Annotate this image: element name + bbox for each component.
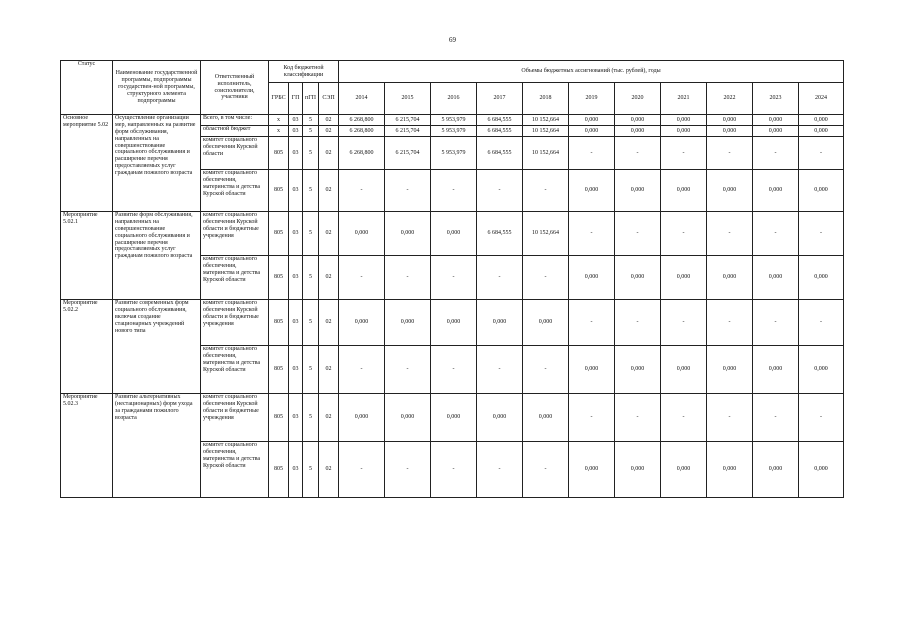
code-cell: 03	[289, 394, 303, 442]
header-code-group: Код бюджетной классификации	[269, 61, 339, 83]
value-cell-2015: 6 215,704	[385, 126, 431, 137]
header-year-2018: 2018	[523, 83, 569, 115]
value-cell-2015: -	[385, 170, 431, 212]
value-cell-2020: -	[615, 137, 661, 170]
value-cell-2015: 0,000	[385, 300, 431, 346]
value-cell-2020: 0,000	[615, 346, 661, 394]
budget-table	[60, 60, 844, 498]
value-cell-2018: 10 152,664	[523, 212, 569, 256]
value-cell-2018: 10 152,664	[523, 126, 569, 137]
responsible-cell: комитет социального обеспечения Курской области и бюджетные учреждения	[201, 300, 269, 346]
header-year-2016: 2016	[431, 83, 477, 115]
value-cell-2022: 0,000	[707, 115, 753, 126]
value-cell-2019: -	[569, 394, 615, 442]
header-year-2014: 2014	[339, 83, 385, 115]
value-cell-2022: 0,000	[707, 170, 753, 212]
value-cell-2023: 0,000	[753, 170, 799, 212]
value-cell-2019: 0,000	[569, 126, 615, 137]
header-year-2024: 2024	[799, 83, 844, 115]
responsible-cell: комитет социального обеспечения Курской области и бюджетные учреждения	[201, 212, 269, 256]
value-cell-2017: -	[477, 346, 523, 394]
value-cell-2016: 0,000	[431, 300, 477, 346]
value-cell-2014: 0,000	[339, 212, 385, 256]
value-cell-2021: -	[661, 212, 707, 256]
responsible-cell: комитет социального обеспечения, материнства и детства Курской области	[201, 170, 269, 212]
code-cell: 03	[289, 300, 303, 346]
status-cell: Мероприятие 5.02.1	[61, 212, 113, 300]
code-cell: 02	[319, 256, 339, 300]
header-year-2020: 2020	[615, 83, 661, 115]
status-cell: Основное мероприятие 5.02	[61, 115, 113, 212]
table-row	[61, 115, 844, 126]
code-cell: 5	[303, 115, 319, 126]
value-cell-2018: -	[523, 256, 569, 300]
value-cell-2017: -	[477, 442, 523, 498]
value-cell-2022: -	[707, 137, 753, 170]
value-cell-2014: -	[339, 442, 385, 498]
value-cell-2022: -	[707, 212, 753, 256]
header-year-2019: 2019	[569, 83, 615, 115]
code-cell: 805	[269, 346, 289, 394]
value-cell-2014: 0,000	[339, 394, 385, 442]
value-cell-2018: -	[523, 346, 569, 394]
value-cell-2019: 0,000	[569, 442, 615, 498]
header-code-3: СЭП	[319, 83, 339, 115]
value-cell-2024: 0,000	[799, 170, 844, 212]
value-cell-2015: -	[385, 346, 431, 394]
code-cell: 5	[303, 137, 319, 170]
code-cell: 03	[289, 442, 303, 498]
value-cell-2018: -	[523, 442, 569, 498]
header-code-2: пГП	[303, 83, 319, 115]
value-cell-2021: 0,000	[661, 256, 707, 300]
value-cell-2017: 6 684,555	[477, 137, 523, 170]
code-cell: 5	[303, 394, 319, 442]
value-cell-2014: -	[339, 256, 385, 300]
value-cell-2024: -	[799, 212, 844, 256]
value-cell-2024: -	[799, 137, 844, 170]
value-cell-2015: 0,000	[385, 212, 431, 256]
value-cell-2022: -	[707, 394, 753, 442]
code-cell: 5	[303, 126, 319, 137]
element-name-cell: Развитие форм обслуживания, направленных на совершенствование социального обслуживания и расширение перечня предоставляемых услуг гражданам пожилого возраста	[113, 212, 201, 300]
value-cell-2024: 0,000	[799, 115, 844, 126]
code-cell: 02	[319, 300, 339, 346]
header-volume-group: Объемы бюджетных ассигнований (тыс. рублей), годы	[339, 61, 844, 83]
value-cell-2014: -	[339, 346, 385, 394]
value-cell-2021: 0,000	[661, 442, 707, 498]
code-cell: 805	[269, 442, 289, 498]
header-code-0: ГРБС	[269, 83, 289, 115]
value-cell-2021: 0,000	[661, 115, 707, 126]
code-cell: х	[269, 115, 289, 126]
code-cell: 805	[269, 394, 289, 442]
code-cell: 5	[303, 442, 319, 498]
value-cell-2017: -	[477, 256, 523, 300]
value-cell-2024: 0,000	[799, 126, 844, 137]
header-code-1: ГП	[289, 83, 303, 115]
value-cell-2016: 0,000	[431, 212, 477, 256]
code-cell: 5	[303, 170, 319, 212]
code-cell: 805	[269, 300, 289, 346]
value-cell-2023: 0,000	[753, 115, 799, 126]
header-year-2021: 2021	[661, 83, 707, 115]
value-cell-2022: 0,000	[707, 442, 753, 498]
value-cell-2023: 0,000	[753, 126, 799, 137]
value-cell-2017: -	[477, 170, 523, 212]
value-cell-2023: 0,000	[753, 256, 799, 300]
value-cell-2018: -	[523, 170, 569, 212]
code-cell: х	[269, 126, 289, 137]
value-cell-2014: 6 268,800	[339, 126, 385, 137]
value-cell-2020: 0,000	[615, 126, 661, 137]
value-cell-2017: 6 684,555	[477, 212, 523, 256]
code-cell: 03	[289, 212, 303, 256]
value-cell-2016: 5 953,979	[431, 137, 477, 170]
code-cell: 02	[319, 126, 339, 137]
value-cell-2018: 10 152,664	[523, 115, 569, 126]
value-cell-2020: -	[615, 212, 661, 256]
element-name-cell: Развитие современных форм социального обслуживания, включая создание стационарных учреждений нового типа	[113, 300, 201, 394]
value-cell-2024: -	[799, 300, 844, 346]
code-cell: 805	[269, 212, 289, 256]
value-cell-2024: -	[799, 394, 844, 442]
value-cell-2019: -	[569, 137, 615, 170]
header-year-2015: 2015	[385, 83, 431, 115]
code-cell: 5	[303, 212, 319, 256]
value-cell-2020: 0,000	[615, 442, 661, 498]
header-responsible: Ответственный исполнитель, соисполнители, участники	[201, 61, 269, 115]
code-cell: 5	[303, 256, 319, 300]
value-cell-2021: 0,000	[661, 170, 707, 212]
value-cell-2016: 5 953,979	[431, 126, 477, 137]
code-cell: 03	[289, 346, 303, 394]
value-cell-2024: 0,000	[799, 256, 844, 300]
code-cell: 02	[319, 346, 339, 394]
value-cell-2014: 6 268,800	[339, 115, 385, 126]
page-number: 69	[449, 36, 456, 44]
header-name: Наименование государственной программы, подпрограммы государствен-ной программы, структурного элемента подпрограммы	[113, 61, 201, 115]
value-cell-2016: -	[431, 442, 477, 498]
value-cell-2019: 0,000	[569, 256, 615, 300]
header-status: Статус	[61, 61, 113, 115]
table-row	[61, 212, 844, 256]
value-cell-2019: -	[569, 300, 615, 346]
code-cell: 02	[319, 137, 339, 170]
value-cell-2015: 0,000	[385, 394, 431, 442]
code-cell: 03	[289, 126, 303, 137]
header-year-2022: 2022	[707, 83, 753, 115]
value-cell-2018: 10 152,664	[523, 137, 569, 170]
value-cell-2020: -	[615, 394, 661, 442]
value-cell-2017: 0,000	[477, 394, 523, 442]
value-cell-2019: -	[569, 212, 615, 256]
value-cell-2015: -	[385, 256, 431, 300]
value-cell-2018: 0,000	[523, 394, 569, 442]
value-cell-2016: -	[431, 170, 477, 212]
responsible-cell: комитет социального обеспечения, материнства и детства Курской области	[201, 346, 269, 394]
table-row	[61, 394, 844, 442]
value-cell-2017: 0,000	[477, 300, 523, 346]
value-cell-2015: -	[385, 442, 431, 498]
responsible-cell: областной бюджет	[201, 126, 269, 137]
value-cell-2021: -	[661, 300, 707, 346]
value-cell-2024: 0,000	[799, 346, 844, 394]
value-cell-2020: 0,000	[615, 170, 661, 212]
responsible-cell: Всего, в том числе:	[201, 115, 269, 126]
value-cell-2015: 6 215,704	[385, 137, 431, 170]
value-cell-2023: 0,000	[753, 442, 799, 498]
value-cell-2022: 0,000	[707, 256, 753, 300]
value-cell-2023: -	[753, 300, 799, 346]
value-cell-2023: -	[753, 212, 799, 256]
value-cell-2023: 0,000	[753, 346, 799, 394]
value-cell-2019: 0,000	[569, 115, 615, 126]
code-cell: 805	[269, 137, 289, 170]
value-cell-2017: 6 684,555	[477, 126, 523, 137]
code-cell: 02	[319, 115, 339, 126]
code-cell: 805	[269, 170, 289, 212]
code-cell: 805	[269, 256, 289, 300]
value-cell-2023: -	[753, 137, 799, 170]
value-cell-2018: 0,000	[523, 300, 569, 346]
code-cell: 5	[303, 346, 319, 394]
value-cell-2020: 0,000	[615, 256, 661, 300]
value-cell-2014: 0,000	[339, 300, 385, 346]
value-cell-2023: -	[753, 394, 799, 442]
value-cell-2021: 0,000	[661, 346, 707, 394]
value-cell-2022: 0,000	[707, 126, 753, 137]
value-cell-2022: -	[707, 300, 753, 346]
code-cell: 02	[319, 212, 339, 256]
status-cell: Мероприятие 5.02.3	[61, 394, 113, 498]
responsible-cell: комитет социального обеспечения, материнства и детства Курской области	[201, 256, 269, 300]
element-name-cell: Развитие альтернативных (нестационарных) форм ухода за гражданами пожилого возраста	[113, 394, 201, 498]
element-name-cell: Осуществление организации мер, направленных на развитие форм обслуживания, направленных на совершенствование социального обслуживания и расширение перечня предоставляемых услуг гражданам пожилого возраста	[113, 115, 201, 212]
header-year-2017: 2017	[477, 83, 523, 115]
responsible-cell: комитет социального обеспечения Курской области и бюджетные учреждения	[201, 394, 269, 442]
code-cell: 02	[319, 394, 339, 442]
table-row	[61, 300, 844, 346]
value-cell-2021: -	[661, 394, 707, 442]
code-cell: 03	[289, 256, 303, 300]
value-cell-2016: 0,000	[431, 394, 477, 442]
value-cell-2020: 0,000	[615, 115, 661, 126]
value-cell-2016: -	[431, 346, 477, 394]
value-cell-2014: -	[339, 170, 385, 212]
value-cell-2020: -	[615, 300, 661, 346]
code-cell: 02	[319, 170, 339, 212]
value-cell-2017: 6 684,555	[477, 115, 523, 126]
value-cell-2021: 0,000	[661, 126, 707, 137]
code-cell: 03	[289, 115, 303, 126]
status-cell: Мероприятие 5.02.2	[61, 300, 113, 394]
code-cell: 5	[303, 300, 319, 346]
value-cell-2021: -	[661, 137, 707, 170]
header-year-2023: 2023	[753, 83, 799, 115]
value-cell-2024: 0,000	[799, 442, 844, 498]
code-cell: 03	[289, 170, 303, 212]
code-cell: 03	[289, 137, 303, 170]
value-cell-2014: 6 268,800	[339, 137, 385, 170]
responsible-cell: комитет социального обеспечения Курской области	[201, 137, 269, 170]
value-cell-2019: 0,000	[569, 346, 615, 394]
value-cell-2016: 5 953,979	[431, 115, 477, 126]
value-cell-2015: 6 215,704	[385, 115, 431, 126]
value-cell-2016: -	[431, 256, 477, 300]
code-cell: 02	[319, 442, 339, 498]
value-cell-2022: 0,000	[707, 346, 753, 394]
value-cell-2019: 0,000	[569, 170, 615, 212]
responsible-cell: комитет социального обеспечения, материнства и детства Курской области	[201, 442, 269, 498]
